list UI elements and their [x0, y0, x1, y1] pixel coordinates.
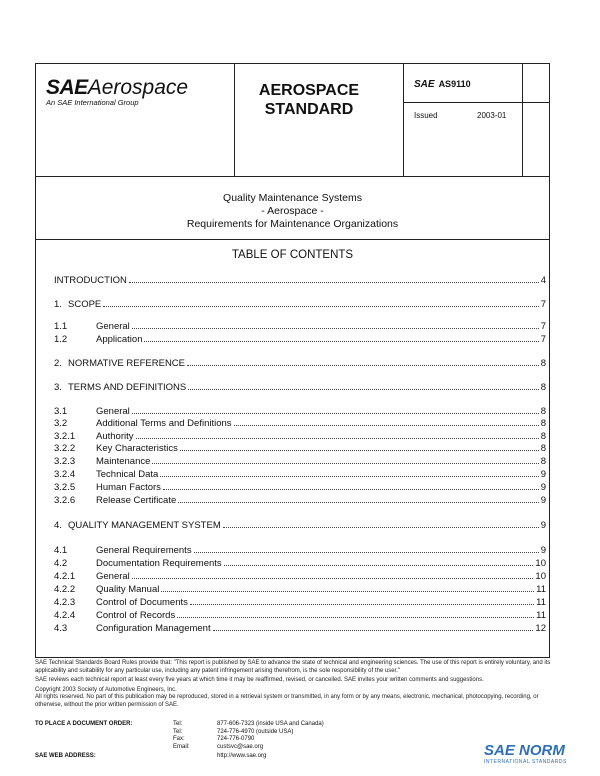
standard-title-line2: STANDARD	[264, 101, 354, 118]
toc-entry[interactable]	[54, 544, 546, 556]
toc-entry-title: General	[96, 321, 130, 332]
toc-dot-leader	[132, 413, 539, 414]
toc-entry-number: 1.	[54, 299, 62, 310]
toc-dot-leader	[129, 282, 539, 283]
toc-entry-number: 4.2.1	[54, 571, 76, 582]
subject-line3: Requirements for Maintenance Organizations	[186, 218, 399, 230]
toc-entry-page: 8	[540, 406, 546, 417]
toc-entry-number: 4.2	[54, 558, 68, 569]
toc-entry[interactable]	[54, 570, 546, 582]
toc-entry[interactable]	[54, 583, 546, 595]
footer-review: SAE reviews each technical report at least every five years at which time it may be reaffirmed, revised, or cancelled. SAE invites your written comments and suggestions.	[35, 677, 484, 683]
toc-entry[interactable]	[54, 357, 546, 369]
fax-value: 724-776-0790	[217, 736, 255, 742]
standard-title-line1: AEROSPACE	[258, 82, 360, 99]
toc-entry[interactable]	[54, 417, 546, 429]
toc-entry-title: SCOPE	[68, 299, 102, 310]
web-label: SAE WEB ADDRESS:	[35, 753, 96, 759]
toc-entry-title: Additional Terms and Definitions	[96, 418, 232, 429]
divider	[522, 64, 523, 176]
toc-entry-number: 4.2.4	[54, 610, 76, 621]
tel2-value: 724-776-4970 (outside USA)	[217, 728, 294, 735]
document-subject	[36, 177, 549, 231]
toc-entry-page: 7	[540, 299, 546, 310]
order-label: TO PLACE A DOCUMENT ORDER:	[35, 721, 133, 727]
toc-entry-title: Quality Manual	[96, 584, 160, 595]
divider	[234, 64, 235, 176]
issued-label: Issued	[414, 111, 438, 120]
document-number-text: AS9110	[438, 79, 471, 89]
toc-entry-page: 10	[535, 558, 546, 569]
tel1-value: 877-606-7323 (inside USA and Canada)	[217, 721, 324, 727]
toc-entry[interactable]	[54, 557, 546, 569]
toc-entry-title: Key Characteristics	[96, 443, 178, 454]
toc-entry-page: 8	[540, 443, 546, 454]
toc-dot-leader	[223, 527, 539, 528]
document-frame	[35, 63, 550, 658]
fax-key: Fax:	[173, 736, 185, 742]
toc-entry-page: 7	[540, 334, 546, 345]
toc-dot-leader	[136, 438, 539, 439]
toc-entry-page: 11	[536, 584, 546, 595]
toc-entry-page: 9	[540, 495, 546, 506]
toc-entry-number: 3.2.5	[54, 482, 76, 493]
toc-dot-leader	[161, 591, 534, 592]
toc-entry-title: Control of Records	[96, 610, 176, 621]
toc-entry-title: Authority	[96, 431, 134, 442]
brand-sub: INTERNATIONAL STANDARDS	[484, 759, 567, 765]
subject-line1: Quality Maintenance Systems	[223, 192, 362, 204]
toc-dot-leader	[132, 578, 534, 579]
toc-entry-number: 4.2.3	[54, 597, 76, 608]
toc-entry-page: 9	[540, 469, 546, 480]
toc-entry[interactable]	[54, 596, 546, 608]
toc-entry-title: General	[96, 406, 130, 417]
footer-rules: SAE Technical Standards Board Rules provide that: "This report is published by SAE to advance the state of technical and engineering sciences. The use of this report is entirely voluntary, and its applicability and suitability for any particular use, including any patent infringement arising therefrom, is the sole responsibility of the user."	[35, 660, 551, 674]
footer-copyright: Copyright 2003 Society of Automotive Engineers, Inc.	[35, 686, 177, 693]
toc-entry[interactable]	[54, 622, 546, 634]
toc-entry-title: Human Factors	[96, 482, 161, 493]
toc-entry-title: Technical Data	[96, 469, 159, 480]
toc-entry-title: General Requirements	[96, 545, 192, 556]
toc-entry-page: 9	[540, 482, 546, 493]
logo-sae-text: SAE	[46, 76, 88, 99]
toc-dot-leader	[190, 604, 534, 605]
toc-entry-number: 4.	[54, 520, 62, 531]
toc-entry-page: 7	[540, 321, 546, 332]
toc-entry-title: General	[96, 571, 130, 582]
toc-entry-title: Documentation Requirements	[96, 558, 222, 569]
toc-entry[interactable]	[54, 298, 546, 310]
toc-entry-number: 3.2.6	[54, 495, 76, 506]
toc-dot-leader	[187, 365, 539, 366]
toc-dot-leader	[194, 552, 539, 553]
toc-entry-page: 4	[540, 275, 546, 286]
footer-rights: All rights reserved. No part of this publication may be reproduced, stored in a retrieval system or transmitted, in any form or by any means, electronic, mechanical, photocopying, recording, or otherwise, without the prior written permission of SAE.	[35, 694, 539, 708]
toc-dot-leader	[180, 450, 539, 451]
toc-entry-number: 1.2	[54, 334, 68, 345]
toc-entry-number: 3.1	[54, 406, 68, 417]
toc-entry-page: 11	[536, 610, 546, 621]
toc-entry[interactable]	[54, 274, 546, 286]
email-key: Email:	[173, 743, 190, 750]
toc-entry-title: Release Certificate	[96, 495, 177, 506]
toc-entry-number: 3.2	[54, 418, 68, 429]
toc-entry-number: 4.1	[54, 545, 68, 556]
toc-dot-leader	[177, 617, 534, 618]
sae-mini-logo: SAE	[414, 79, 435, 90]
toc-entry-title: Maintenance	[96, 456, 151, 467]
toc-entry-page: 12	[535, 623, 546, 634]
sae-aerospace-logo	[46, 76, 188, 107]
standard-title	[234, 81, 384, 119]
toc-dot-leader	[234, 425, 539, 426]
toc-entry[interactable]	[54, 519, 546, 531]
toc-entry-number: 3.2.4	[54, 469, 76, 480]
toc-entry[interactable]	[54, 468, 546, 480]
toc-entry-number: 1.1	[54, 321, 68, 332]
toc-dot-leader	[178, 502, 538, 503]
toc-entry-title: Configuration Management	[96, 623, 211, 634]
toc-entry-page: 10	[535, 571, 546, 582]
divider	[36, 239, 549, 240]
toc-entry[interactable]	[54, 381, 546, 393]
toc-entry-page: 11	[536, 597, 546, 608]
toc-entry-number: 3.2.2	[54, 443, 76, 454]
toc-entry-number: 3.	[54, 382, 62, 393]
toc-entry-page: 8	[540, 418, 546, 429]
email-link[interactable]: custsvc@sae.org	[217, 743, 264, 750]
web-link[interactable]: http://www.sae.org	[217, 753, 267, 759]
issued-date: 2003-01	[477, 111, 507, 120]
header-block	[36, 64, 549, 177]
logo-subtitle: An SAE International Group	[46, 98, 139, 107]
tel2-key: Tel:	[173, 728, 183, 735]
toc-entry[interactable]	[54, 405, 546, 417]
toc-entry-page: 9	[540, 520, 546, 531]
toc-entry-page: 8	[540, 358, 546, 369]
toc-dot-leader	[152, 463, 538, 464]
toc-entry-number: 3.2.3	[54, 456, 76, 467]
toc-entry[interactable]	[54, 481, 546, 493]
toc-entry[interactable]	[54, 609, 546, 621]
toc-entry-page: 9	[540, 545, 546, 556]
sae-norm-logo	[484, 742, 567, 765]
toc-entry[interactable]	[54, 442, 546, 454]
toc-dot-leader	[144, 341, 538, 342]
logo-aero-text: Aerospace	[87, 76, 189, 99]
toc-entry[interactable]	[54, 455, 546, 467]
toc-dot-leader	[103, 306, 538, 307]
toc-entry-page: 8	[540, 431, 546, 442]
tel1-key: Tel:	[173, 721, 183, 727]
subject-line2: - Aerospace -	[261, 205, 324, 217]
toc-entry[interactable]	[54, 430, 546, 442]
toc-entry-title: QUALITY MANAGEMENT SYSTEM	[68, 520, 221, 531]
toc-entry-number: 3.2.1	[54, 431, 76, 442]
document-number	[414, 79, 471, 90]
brand-main: SAE NORM	[484, 742, 565, 759]
toc-entry-title: Control of Documents	[96, 597, 188, 608]
toc-entry[interactable]	[54, 494, 546, 506]
toc-entry-title: NORMATIVE REFERENCE	[68, 358, 186, 369]
toc-entry-title: INTRODUCTION	[54, 275, 127, 286]
toc-dot-leader	[132, 328, 539, 329]
toc-entry-title: Application	[96, 334, 143, 345]
toc-dot-leader	[160, 476, 538, 477]
toc-dot-leader	[213, 630, 534, 631]
toc-dot-leader	[224, 565, 534, 566]
toc-entry-page: 8	[540, 382, 546, 393]
toc-entry[interactable]	[54, 333, 546, 345]
toc-entry-title: TERMS AND DEFINITIONS	[68, 382, 187, 393]
legal-footer	[35, 660, 555, 711]
toc-entry[interactable]	[54, 320, 546, 332]
toc-dot-leader	[188, 389, 538, 390]
toc-entry-number: 4.3	[54, 623, 68, 634]
toc-entry-number: 2.	[54, 358, 62, 369]
toc-title: TABLE OF CONTENTS	[231, 249, 354, 261]
toc-dot-leader	[163, 489, 539, 490]
toc-entry-page: 8	[540, 456, 546, 467]
divider	[403, 64, 404, 176]
toc-entry-number: 4.2.2	[54, 584, 76, 595]
divider	[403, 102, 549, 103]
